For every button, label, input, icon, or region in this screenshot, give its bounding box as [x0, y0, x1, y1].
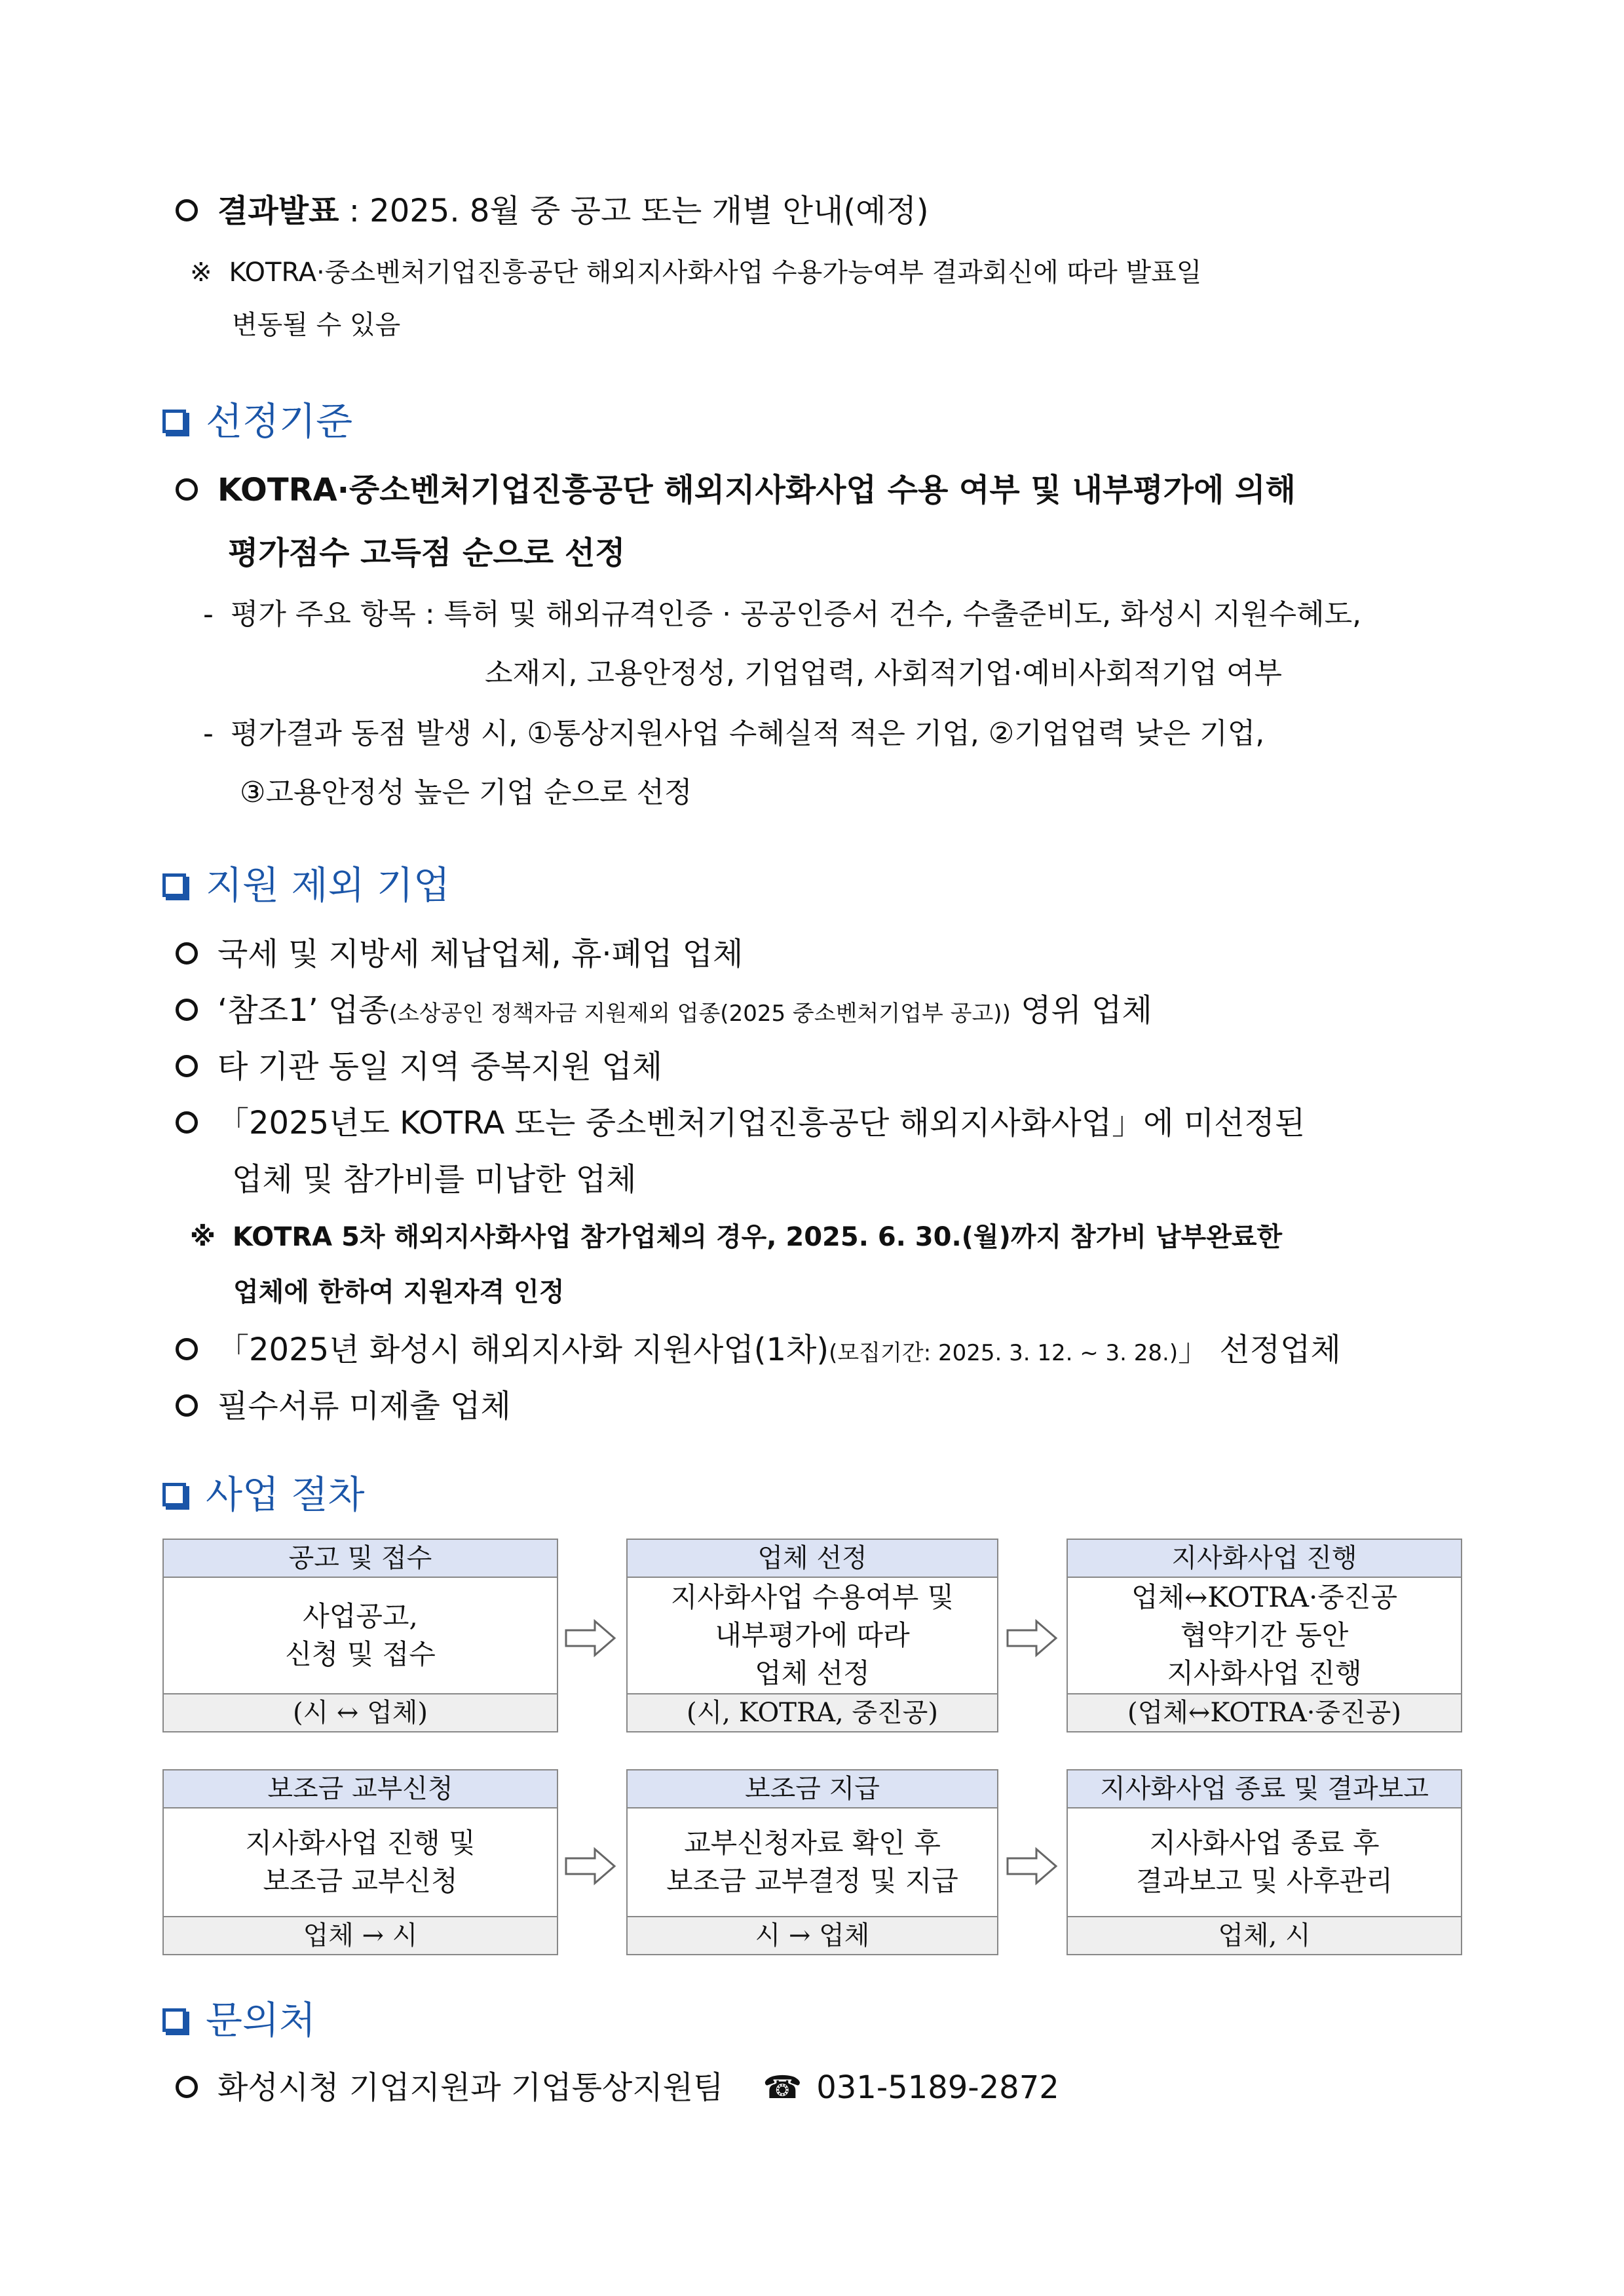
step-body — [628, 1808, 997, 1916]
step-body-line: 지사화사업 종료 후 — [1149, 1827, 1380, 1859]
procedure-step-4 — [162, 1769, 558, 1955]
square-bullet-icon — [162, 410, 186, 433]
circle-bullet-icon — [176, 1394, 198, 1417]
procedure-title-text: 사업 절차 — [206, 1472, 365, 1517]
dash-bullet: - — [203, 598, 214, 631]
contact-dept: 화성시청 기업지원과 기업통상지원팀 — [217, 2069, 724, 2106]
right-arrow-icon — [1006, 1846, 1059, 1886]
announce-note-line2: 변동될 수 있음 — [232, 310, 401, 340]
step-body — [164, 1808, 557, 1916]
exclusion-item-4-line2: 업체 및 참가비를 미납한 업체 — [232, 1161, 637, 1198]
contact-line — [176, 2068, 1059, 2107]
exclusion-item-6 — [176, 1387, 511, 1426]
step-head: 업체 선정 — [628, 1540, 997, 1578]
criteria-sub2-line1: 평가결과 동점 발생 시, ①통상지원사업 수혜실적 적은 기업, ②기업업력 낮은 기업, — [230, 717, 1265, 750]
step-body-line: 신청 및 접수 — [285, 1638, 436, 1670]
step-body — [1068, 1578, 1461, 1693]
step-body-line: 보조금 교부결정 및 지급 — [666, 1865, 958, 1897]
step-foot: (업체↔KOTRA·중진공) — [1068, 1693, 1461, 1731]
step-head: 지사화사업 종료 및 결과보고 — [1068, 1770, 1461, 1808]
exclusion-item-1-text: 국세 및 지방세 체납업체, 휴·폐업 업체 — [217, 936, 744, 972]
right-arrow-icon — [565, 1846, 617, 1886]
step-body-line: 내부평가에 따라 — [715, 1619, 910, 1651]
step-body — [164, 1578, 557, 1693]
contact-section-title — [162, 1997, 316, 2043]
circle-bullet-icon — [176, 2076, 198, 2098]
exclusion-item-2-b: (소상공인 정책자금 지원제외 업종(2025 중소벤처기업부 공고)) — [388, 1001, 1011, 1027]
exclusion-item-2 — [176, 991, 1152, 1033]
step-body-line: 지사화사업 수용여부 및 — [670, 1581, 954, 1613]
exclusion-note-line1: KOTRA 5차 해외지사화사업 참가업체의 경우, 2025. 6. 30.(월)까지 참가비 납부완료한 — [232, 1222, 1283, 1252]
circle-bullet-icon — [176, 478, 198, 501]
circle-bullet-icon — [176, 1338, 198, 1360]
step-body — [628, 1578, 997, 1693]
step-foot: 업체 → 시 — [164, 1916, 557, 1954]
contact-title-text: 문의처 — [206, 1998, 316, 2042]
step-head: 공고 및 접수 — [164, 1540, 557, 1578]
procedure-section-title — [162, 1472, 365, 1518]
dash-bullet: - — [203, 717, 214, 750]
exclusion-note-line2: 업체에 한하여 지원자격 인정 — [233, 1277, 565, 1307]
procedure-step-6 — [1067, 1769, 1462, 1955]
square-bullet-icon — [162, 873, 186, 897]
exclusion-item-5-a: 「2025년 화성시 해외지사화 지원사업(1차) — [217, 1331, 829, 1368]
step-body — [1068, 1808, 1461, 1916]
circle-bullet-icon — [176, 1111, 198, 1134]
exclusion-item-2-c: 영위 업체 — [1010, 992, 1152, 1029]
exclusion-item-4 — [176, 1103, 1305, 1143]
step-foot: (시, KOTRA, 중진공) — [628, 1693, 997, 1731]
criteria-main-line1: KOTRA·중소벤처기업진흥공단 해외지사화사업 수용 여부 및 내부평가에 의해 — [217, 472, 1296, 508]
circle-bullet-icon — [176, 999, 198, 1021]
criteria-sub1 — [203, 596, 1361, 633]
step-head: 보조금 지급 — [628, 1770, 997, 1808]
announce-label: 결과발표 — [217, 193, 339, 229]
square-bullet-icon — [162, 2008, 186, 2032]
exclusion-item-5-b: (모집기간: 2025. 3. 12. ~ 3. 28.) — [829, 1340, 1179, 1366]
step-foot: 업체, 시 — [1068, 1916, 1461, 1954]
step-head: 보조금 교부신청 — [164, 1770, 557, 1808]
contact-phone: 031-5189-2872 — [816, 2069, 1059, 2106]
exclusion-note — [190, 1220, 1282, 1254]
criteria-section-title — [162, 398, 352, 444]
exclusion-item-3 — [176, 1047, 662, 1086]
step-foot: (시 ↔ 업체) — [164, 1693, 557, 1731]
announce-text: : 2025. 8월 중 공고 또는 개별 안내(예정) — [339, 193, 929, 229]
step-body-line: 업체 선정 — [755, 1657, 870, 1689]
step-body-line: 지사화사업 진행 및 — [245, 1827, 476, 1859]
step-head: 지사화사업 진행 — [1068, 1540, 1461, 1578]
procedure-step-1 — [162, 1539, 558, 1732]
exclusion-item-4-line1: 「2025년도 KOTRA 또는 중소벤처기업진흥공단 해외지사화사업」에 미선정된 — [217, 1105, 1306, 1141]
exclusion-item-2-a: ‘참조1’ 업종 — [217, 992, 389, 1029]
procedure-step-2 — [626, 1539, 998, 1732]
exclusion-item-5 — [176, 1330, 1341, 1373]
circle-bullet-icon — [176, 942, 198, 965]
criteria-sub2-line2: ③고용안정성 높은 기업 순으로 선정 — [240, 776, 692, 809]
procedure-step-5 — [626, 1769, 998, 1955]
exclusion-item-3-text: 타 기관 동일 지역 중복지원 업체 — [217, 1048, 663, 1085]
criteria-sub1-line1: 평가 주요 항목 : 특허 및 해외규격인증 · 공공인증서 건수, 수출준비도, 화성시 지원수혜도, — [230, 598, 1362, 631]
announce-note — [190, 256, 1201, 290]
step-body-line: 사업공고, — [303, 1600, 418, 1632]
step-body-line: 업체↔KOTRA·중진공 — [1131, 1581, 1398, 1613]
circle-bullet-icon — [176, 199, 198, 221]
exclusion-item-6-text: 필수서류 미제출 업체 — [217, 1388, 511, 1425]
reference-mark-icon: ※ — [190, 1222, 216, 1252]
procedure-step-3 — [1067, 1539, 1462, 1732]
exclusion-item-5-c: 」 선정업체 — [1178, 1331, 1341, 1368]
criteria-sub2 — [203, 716, 1264, 752]
criteria-main-line2: 평가점수 고득점 순으로 선정 — [228, 535, 626, 571]
step-body-line: 결과보고 및 사후관리 — [1136, 1865, 1393, 1897]
square-bullet-icon — [162, 1483, 186, 1506]
exclusion-item-1 — [176, 934, 743, 974]
right-arrow-icon — [1006, 1618, 1059, 1658]
circle-bullet-icon — [176, 1055, 198, 1077]
step-body-line: 보조금 교부신청 — [263, 1865, 458, 1897]
criteria-title-text: 선정기준 — [206, 399, 353, 444]
step-body-line: 협약기간 동안 — [1180, 1619, 1349, 1651]
exclusion-title-text: 지원 제외 기업 — [206, 863, 451, 908]
step-body-line: 교부신청자료 확인 후 — [684, 1827, 941, 1859]
right-arrow-icon — [565, 1618, 617, 1658]
exclusion-section-title — [162, 862, 450, 908]
announce-line — [176, 191, 929, 231]
reference-mark-icon: ※ — [190, 258, 212, 288]
criteria-main — [176, 470, 1296, 510]
criteria-sub1-line2: 소재지, 고용안정성, 기업업력, 사회적기업·예비사회적기업 여부 — [485, 657, 1282, 690]
announce-note-line1: KOTRA·중소벤처기업진흥공단 해외지사화사업 수용가능여부 결과회신에 따라 발표일 — [229, 258, 1202, 288]
phone-icon: ☎ — [763, 2069, 803, 2106]
step-foot: 시 → 업체 — [628, 1916, 997, 1954]
step-body-line: 지사화사업 진행 — [1167, 1657, 1362, 1689]
